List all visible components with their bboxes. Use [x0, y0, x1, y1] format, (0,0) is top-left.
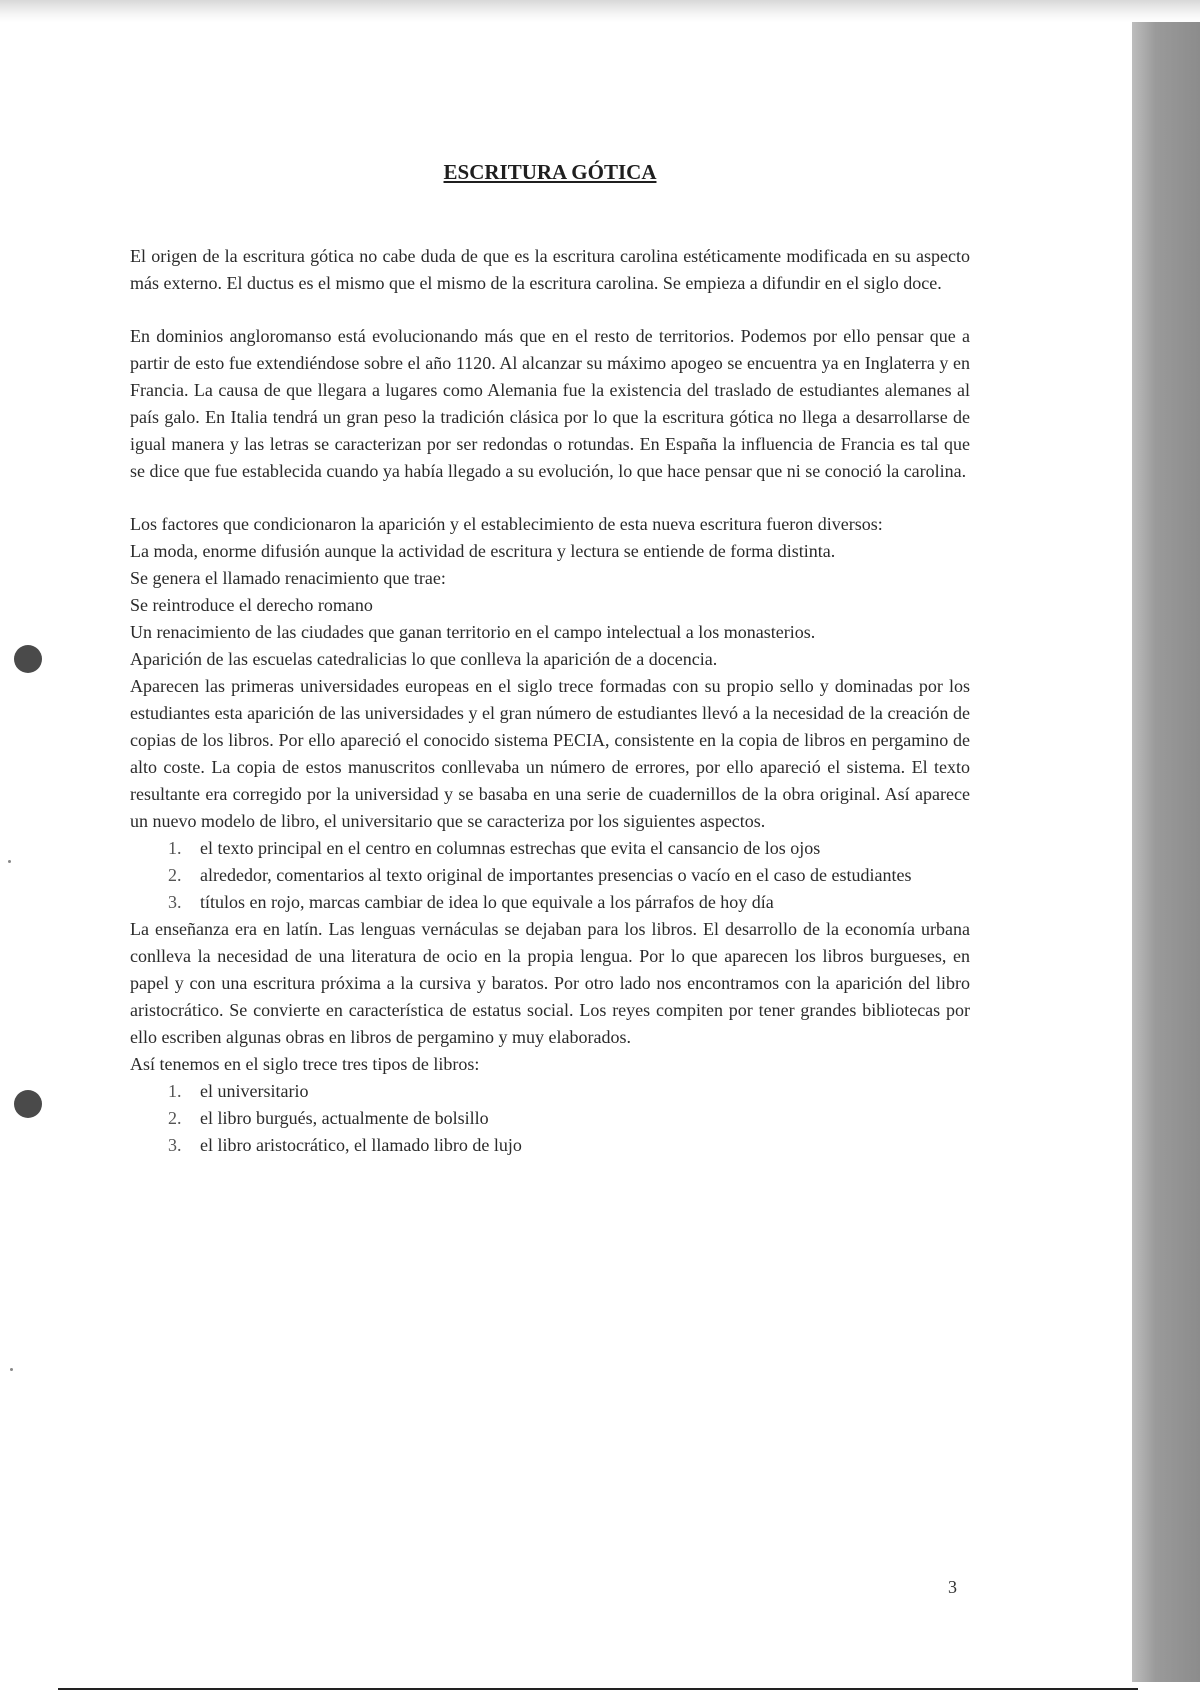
paragraph-evolution: En dominios angloromanso está evolucionando más que en el resto de territorios. Podemos por ello pensar que a partir de esto fue extendiéndose sobre el año 1120. Al alcanzar su máximo apogeo se encuentra ya en Inglaterra y en Francia. La causa de que llegara a lugares como Alemania fue la existencia del traslado de estudiantes alemanes al país galo. En Italia tendrá un gran peso la tradición clásica por lo que la escritura gótica no llega a desarrollarse de igual manera y las letras se caracterizan por ser redondas o rotundas. En España la influencia de Francia es tal que se dice que fue establecida cuando ya había llegado a su evolución, lo que hace pensar que ni se conoció la carolina. [130, 326, 970, 481]
factor-universities: Aparecen las primeras universidades europeas en el siglo trece formadas con su propio sello y dominadas por los estudiantes esta aparición de las universidades y el gran número de estudiantes llevó a la necesidad de la creación de copias de los libros. Por ello apareció el conocido sistema PECIA, consistente en la copia de libros en pergamino de alto coste. La copia de estos manuscritos conllevaba un número de errores, por ello apareció el sistema. El texto resultante era corregido por la universidad y se basaba en una serie de cuadernillos de la obra original. Así aparece un nuevo modelo de libro, el universitario que se caracteriza por los siguientes aspectos. [130, 676, 970, 831]
factor-cities: Un renacimiento de las ciudades que ganan territorio en el campo intelectual a los monasterios. [130, 622, 816, 642]
list-item: 3. títulos en rojo, marcas cambiar de idea lo que equivale a los párrafos de hoy día [168, 892, 774, 912]
punch-hole [14, 645, 42, 673]
paragraph-teaching: La enseñanza era en latín. Las lenguas vernáculas se dejaban para los libros. El desarrollo de la economía urbana conlleva la necesidad de una literatura de ocio en la propia lengua. Por lo que aparecen los libros burgueses, en papel y con una escritura próxima a la cursiva y baratos. Por otro lado nos encontramos con la aparición del libro aristocrático. Se convierte en característica de estatus social. Los reyes compiten por tener grandes bibliotecas por ello escriben algunas obras en libros de pergamino y muy elaborados. [130, 919, 970, 1047]
list-item: 2. el libro burgués, actualmente de bolsillo [168, 1108, 489, 1128]
factor-roman-law: Se reintroduce el derecho romano [130, 595, 373, 615]
list-item: 3. el libro aristocrático, el llamado libro de lujo [168, 1135, 522, 1155]
list-item: 1. el texto principal en el centro en columnas estrechas que evita el cansancio de los ojos [168, 838, 821, 858]
scan-right-shadow [1132, 22, 1200, 1682]
book-types-intro: Así tenemos en el siglo trece tres tipos de libros: [130, 1054, 480, 1074]
paragraph-origin: El origen de la escritura gótica no cabe duda de que es la escritura carolina estéticamente modificada en su aspecto más externo. El ductus es el mismo que el mismo de la escritura carolina. Se empieza a difundir en el siglo doce. [130, 246, 970, 293]
factors-section [130, 511, 970, 835]
scan-speck [10, 1368, 13, 1371]
document-page [130, 150, 970, 1650]
scan-speck [8, 860, 11, 863]
punch-hole [14, 1090, 42, 1118]
factor-cathedral-schools: Aparición de las escuelas catedralicias lo que conlleva la aparición de a docencia. [130, 649, 718, 669]
page-number: 3 [948, 1577, 957, 1597]
list-item: 1. el universitario [168, 1081, 309, 1101]
factor-renaissance: Se genera el llamado renacimiento que trae: [130, 568, 446, 588]
book-types-list [130, 1078, 970, 1159]
list-item: 2. alrededor, comentarios al texto original de importantes presencias o vacío en el caso de estudiantes [168, 865, 912, 885]
scan-top-shadow [0, 0, 1200, 22]
factors-intro: Los factores que condicionaron la aparición y el establecimiento de esta nueva escritura fueron diversos: [130, 514, 883, 534]
factor-fashion: La moda, enorme difusión aunque la actividad de escritura y lectura se entiende de forma distinta. [130, 541, 836, 561]
document-title: ESCRITURA GÓTICA [443, 160, 657, 184]
aspects-list [130, 835, 970, 916]
scan-bottom-rule [58, 1688, 1138, 1690]
